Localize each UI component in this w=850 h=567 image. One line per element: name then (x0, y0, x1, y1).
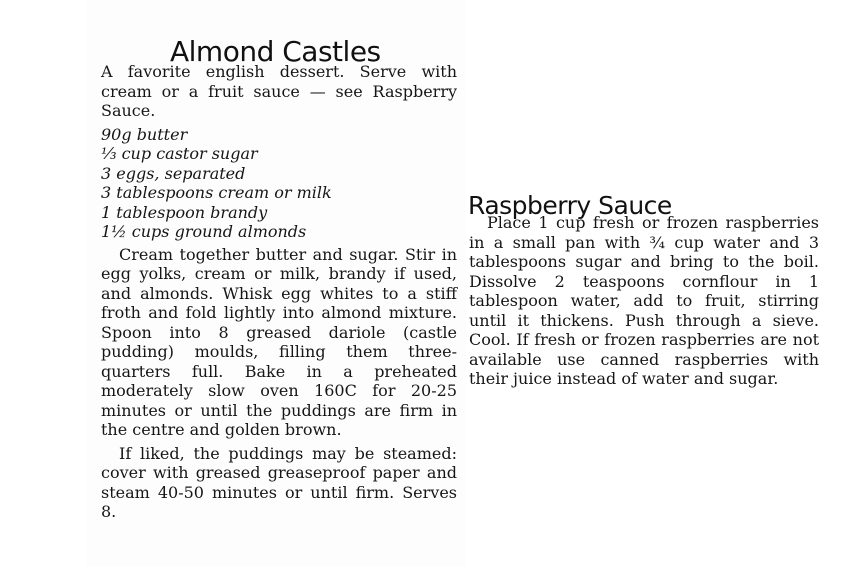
recipe-intro: A favorite english dessert. Serve with cream or a fruit sauce — see Raspberry Sauce. (101, 62, 457, 120)
ingredient-item: 1 tablespoon brandy (101, 202, 268, 222)
ingredient-item: 3 eggs, separated (101, 163, 246, 183)
ingredient-list (101, 125, 457, 242)
recipe-steaming-note: If liked, the puddings may be steamed: cover with greased greaseproof paper and steam 40-50 minutes or until firm. Serves 8. (101, 443, 457, 521)
raspberry-sauce-recipe (469, 213, 819, 389)
ingredient-item: 90g butter (101, 124, 188, 144)
almond-castles-recipe (101, 62, 457, 522)
recipe-title-almond-castles: Almond Castles (170, 34, 381, 68)
recipe-title-raspberry-sauce: Raspberry Sauce (468, 190, 672, 220)
ingredient-item: 1½ cups ground almonds (101, 222, 307, 241)
recipe-method: Cream together butter and sugar. Stir in egg yolks, cream or milk, brandy if used, and almonds. Whisk egg whites to a stiff froth and fold lightly into almond mixture. Spoon into 8 greased dariole (castle pudding) moulds, filling them three-quarters full. Bake in a preheated moderately slow oven 160C for 20-25 minutes or until the puddings are firm in the centre and golden brown. (101, 244, 457, 439)
sauce-method: Place 1 cup fresh or frozen raspberries in a small pan with ¾ cup water and 3 tablespoons sugar and bring to the boil. Dissolve 2 teaspoons cornflour in 1 tablespoon water, add to fruit, stirring until it thickens. Push through a sieve. Cool. If fresh or frozen raspberries are not available use canned raspberries with their juice instead of water and sugar. (469, 213, 819, 388)
ingredient-item: ⅓ cup castor sugar (101, 144, 258, 163)
ingredient-item: 3 tablespoons cream or milk (101, 183, 332, 202)
